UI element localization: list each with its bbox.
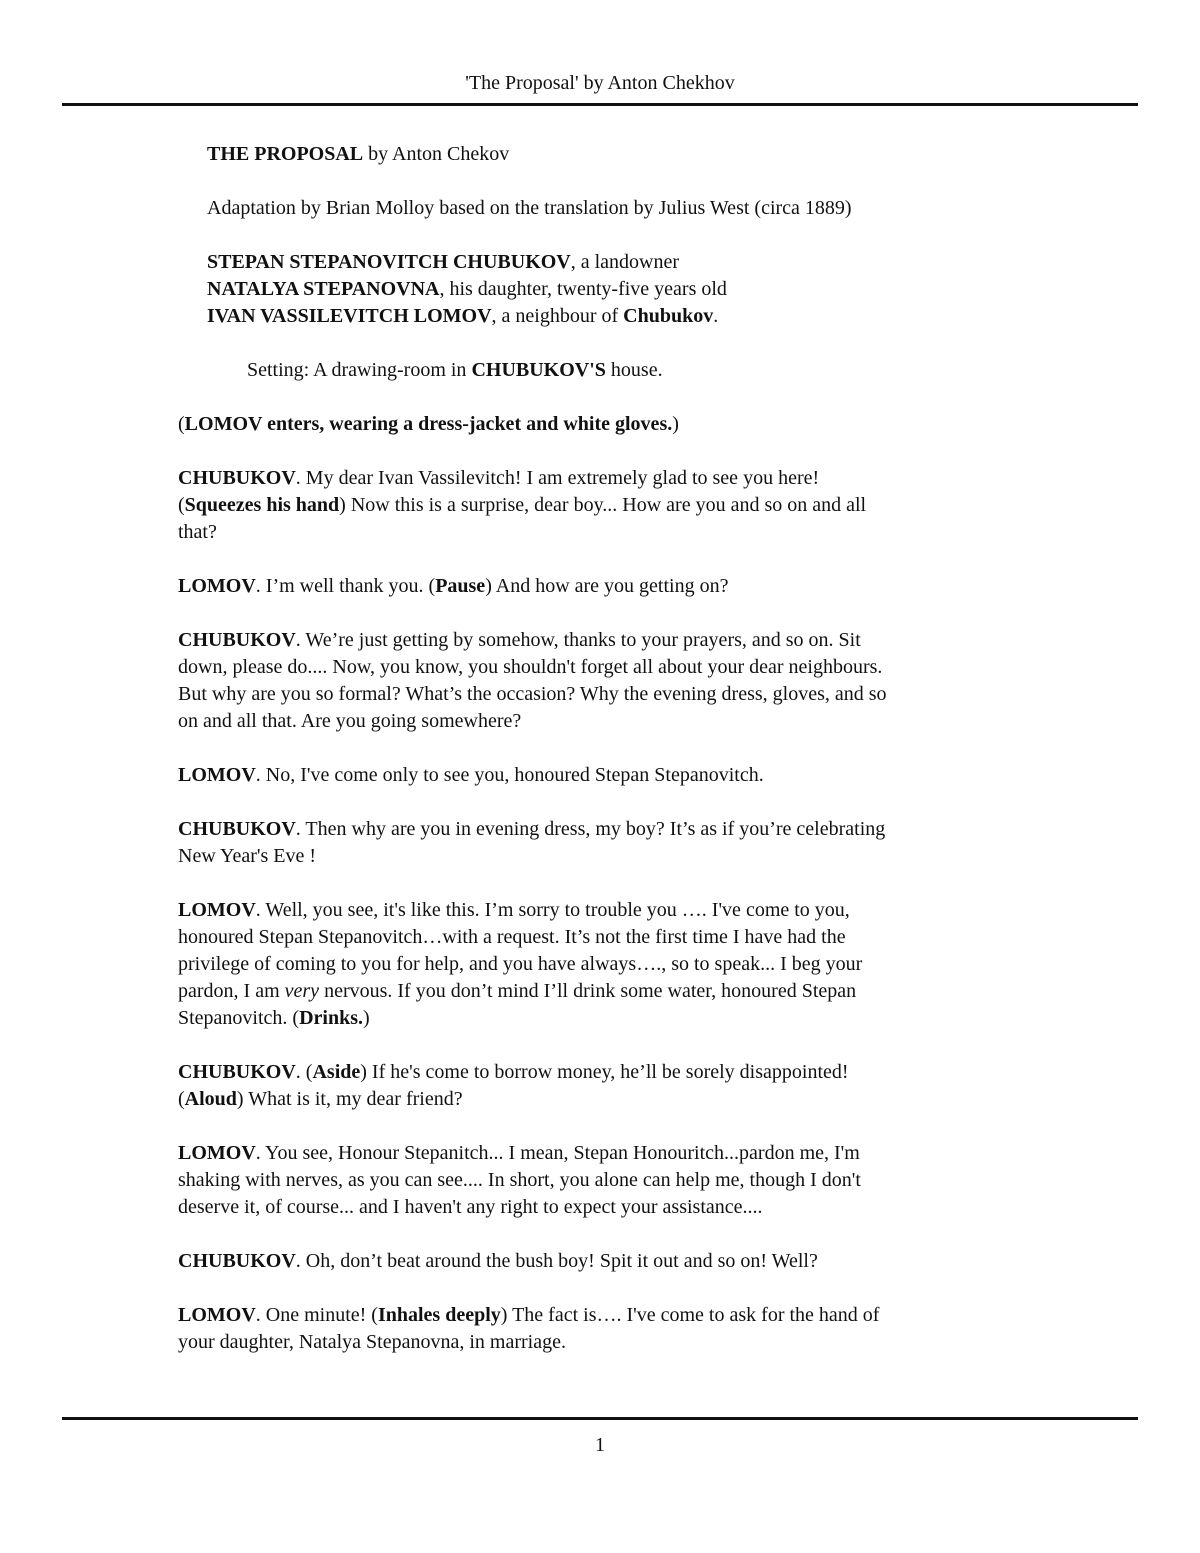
paragraph xyxy=(178,465,1078,546)
text-run: . We’re just getting by somehow, thanks to your prayers, and so on. Sit xyxy=(295,629,861,651)
text-line xyxy=(178,1167,1078,1194)
text-run: . Then why are you in evening dress, my boy? It’s as if you’re celebrating xyxy=(295,818,886,840)
text-run: ) The fact is…. I've come to ask for the hand of xyxy=(500,1304,880,1326)
bold-text-run: Chubukov xyxy=(623,305,714,327)
text-run: . Well, you see, it's like this. I’m sorry to trouble you …. I've come to you, xyxy=(255,899,850,921)
text-run: ) xyxy=(672,413,679,435)
text-line xyxy=(178,1059,1078,1086)
text-line xyxy=(207,249,1078,276)
bold-text-run: LOMOV xyxy=(178,575,256,597)
text-line xyxy=(207,276,1078,303)
paragraph xyxy=(178,816,1078,870)
text-run: deserve it, of course... and I haven't any right to expect your assistance.... xyxy=(178,1196,763,1218)
text-run: pardon, I am xyxy=(178,980,285,1002)
bold-text-run: CHUBUKOV'S xyxy=(471,359,606,381)
text-line xyxy=(178,816,1078,843)
text-line xyxy=(178,681,1078,708)
text-line xyxy=(178,1086,1078,1113)
text-run: that? xyxy=(178,521,217,543)
text-run: honoured Stepan Stepanovitch…with a request. It’s not the first time I have had the xyxy=(178,926,846,948)
text-line xyxy=(178,411,1078,438)
text-line xyxy=(178,1329,1078,1356)
bold-text-run: LOMOV enters, wearing a dress-jacket and white gloves. xyxy=(184,413,673,435)
text-run: shaking with nerves, as you can see.... In short, you alone can help me, though I don't xyxy=(178,1169,861,1191)
bold-text-run: STEPAN STEPANOVITCH CHUBUKOV xyxy=(207,251,571,273)
text-run: But why are you so formal? What’s the occasion? Why the evening dress, gloves, and so xyxy=(178,683,887,705)
text-run: , his daughter, twenty-five years old xyxy=(439,278,727,300)
bold-text-run: LOMOV xyxy=(178,899,256,921)
bold-text-run: NATALYA STEPANOVNA xyxy=(207,278,440,300)
text-run: privilege of coming to you for help, and you have always…., so to speak... I beg your xyxy=(178,953,863,975)
text-line xyxy=(247,357,1078,384)
bold-text-run: IVAN VASSILEVITCH LOMOV xyxy=(207,305,492,327)
text-line xyxy=(178,627,1078,654)
paragraph xyxy=(178,1248,1078,1275)
text-line xyxy=(178,492,1078,519)
italic-text-run: very xyxy=(284,980,320,1002)
text-run: your daughter, Natalya Stepanovna, in marriage. xyxy=(178,1331,566,1353)
text-line xyxy=(178,951,1078,978)
text-line xyxy=(178,1194,1078,1221)
text-run: ( xyxy=(178,494,185,516)
text-run: New Year's Eve ! xyxy=(178,845,317,867)
text-run: house. xyxy=(605,359,663,381)
text-run: ) And how are you getting on? xyxy=(485,575,729,597)
text-run: . Oh, don’t beat around the bush boy! Spit it out and so on! Well? xyxy=(295,1250,818,1272)
text-run: . You see, Honour Stepanitch... I mean, Stepan Honouritch...pardon me, I'm xyxy=(255,1142,860,1164)
paragraph xyxy=(178,411,1078,438)
paragraph xyxy=(178,357,1078,384)
text-run: , a landowner xyxy=(570,251,680,273)
text-run: . My dear Ivan Vassilevitch! I am extremely glad to see you here! xyxy=(295,467,820,489)
bold-text-run: LOMOV xyxy=(178,1304,256,1326)
text-run: on and all that. Are you going somewhere? xyxy=(178,710,522,732)
text-run: by Anton Chekov xyxy=(363,143,510,165)
running-header: 'The Proposal' by Anton Chekhov xyxy=(465,72,735,94)
document-body xyxy=(178,141,1078,1383)
text-run: ) What is it, my dear friend? xyxy=(236,1088,463,1110)
bold-text-run: Pause xyxy=(435,575,486,597)
bold-text-run: Aloud xyxy=(184,1088,237,1110)
bold-text-run: Drinks. xyxy=(299,1007,363,1029)
text-line xyxy=(178,654,1078,681)
footer-divider xyxy=(62,1417,1138,1420)
paragraph xyxy=(178,573,1078,600)
text-line xyxy=(178,573,1078,600)
text-run: Setting: A drawing-room in xyxy=(247,359,472,381)
bold-text-run: CHUBUKOV xyxy=(178,467,296,489)
text-run: . xyxy=(713,305,719,327)
text-run: ) xyxy=(363,1007,370,1029)
text-run: ( xyxy=(178,1088,185,1110)
text-run: . ( xyxy=(295,1061,313,1083)
header-divider xyxy=(62,103,1138,106)
paragraph xyxy=(178,141,1078,168)
paragraph xyxy=(178,249,1078,330)
text-line xyxy=(178,519,1078,546)
text-line xyxy=(207,303,1078,330)
text-line xyxy=(178,1302,1078,1329)
text-line xyxy=(178,708,1078,735)
bold-text-run: LOMOV xyxy=(178,1142,256,1164)
text-run: down, please do.... Now, you know, you shouldn't forget all about your dear neighbours. xyxy=(178,656,883,678)
paragraph xyxy=(178,1302,1078,1356)
text-line xyxy=(178,1005,1078,1032)
bold-text-run: CHUBUKOV xyxy=(178,818,296,840)
text-run: Stepanovitch. ( xyxy=(178,1007,300,1029)
paragraph xyxy=(178,762,1078,789)
text-run: . I’m well thank you. ( xyxy=(255,575,436,597)
text-line xyxy=(178,897,1078,924)
paragraph xyxy=(178,1140,1078,1221)
bold-text-run: LOMOV xyxy=(178,764,256,786)
bold-text-run: Squeezes his hand xyxy=(184,494,340,516)
text-run: . No, I've come only to see you, honoured Stepan Stepanovitch. xyxy=(255,764,764,786)
text-line xyxy=(207,195,1078,222)
bold-text-run: CHUBUKOV xyxy=(178,1250,296,1272)
text-run: ( xyxy=(178,413,185,435)
bold-text-run: CHUBUKOV xyxy=(178,629,296,651)
bold-text-run: Aside xyxy=(312,1061,361,1083)
text-line xyxy=(178,465,1078,492)
text-run: ) If he's come to borrow money, he’ll be sorely disappointed! xyxy=(360,1061,849,1083)
paragraph xyxy=(178,1059,1078,1113)
text-line xyxy=(178,978,1078,1005)
text-line xyxy=(178,924,1078,951)
text-line xyxy=(178,762,1078,789)
text-run: Adaptation by Brian Molloy based on the translation by Julius West (circa 1889) xyxy=(207,197,852,219)
paragraph xyxy=(178,897,1078,1032)
text-run: nervous. If you don’t mind I’ll drink some water, honoured Stepan xyxy=(319,980,857,1002)
text-line xyxy=(178,843,1078,870)
text-run: . One minute! ( xyxy=(255,1304,378,1326)
paragraph xyxy=(178,627,1078,735)
text-line xyxy=(178,1248,1078,1275)
text-line xyxy=(178,1140,1078,1167)
bold-text-run: Inhales deeply xyxy=(377,1304,501,1326)
text-run: , a neighbour of xyxy=(491,305,624,327)
text-line xyxy=(207,141,1078,168)
bold-text-run: THE PROPOSAL xyxy=(207,143,364,165)
page-number: 1 xyxy=(595,1434,605,1456)
text-run: ) Now this is a surprise, dear boy... How are you and so on and all xyxy=(339,494,867,516)
bold-text-run: CHUBUKOV xyxy=(178,1061,296,1083)
paragraph xyxy=(178,195,1078,222)
